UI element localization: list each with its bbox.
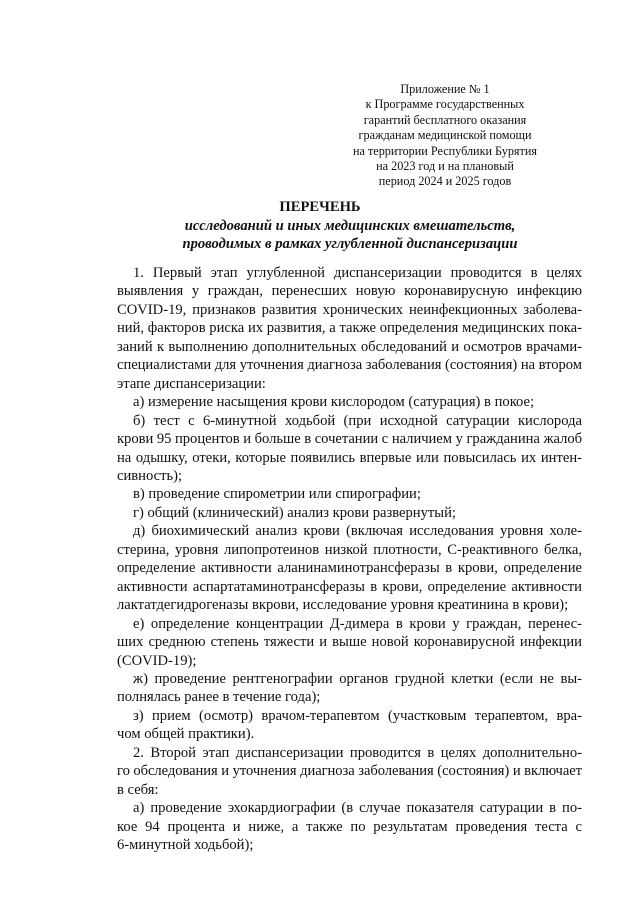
body-line: б) тест с 6-минутной ходьбой (при исходной сатурации кислорода bbox=[133, 412, 582, 429]
body-line: стерина, уровня липопротеинов низкой плотности, С-реактивного белка, bbox=[117, 541, 582, 558]
appendix-line: к Программе государственных bbox=[365, 97, 525, 112]
body-line: а) проведение эхокардиографии (в случае показателя сатурации в по- bbox=[133, 800, 582, 817]
appendix-line: гражданам медицинской помощи bbox=[358, 128, 532, 143]
body-line: лактатдегидрогеназы вкрови, исследование уровня креатинина в крови); bbox=[117, 597, 569, 614]
body-line: з) прием (осмотр) врачом-терапевтом (участковым терапевтом, вра- bbox=[133, 707, 582, 724]
subtitle-line: проводимых в рамках углубленной диспансеризации bbox=[182, 236, 518, 252]
body-line: д) биохимический анализ крови (включая исследования уровня холе- bbox=[133, 523, 582, 540]
appendix-header bbox=[340, 82, 550, 190]
body-line: г) общий (клинический) анализ крови развернутый; bbox=[133, 504, 456, 521]
document-body bbox=[117, 264, 582, 855]
body-line: заний к выполнению дополнительных обследований и осмотров врачами- bbox=[117, 338, 582, 355]
body-line: чом общей практики). bbox=[117, 726, 255, 743]
appendix-line: период 2024 и 2025 годов bbox=[378, 174, 512, 189]
body-line: ших среднюю степень тяжести и выше новой коронавирусной инфекции bbox=[117, 634, 582, 651]
document-title: ПЕРЕЧЕНЬ bbox=[279, 199, 361, 215]
body-line: ний, факторов риска их развития, а также определения медицинских пока- bbox=[117, 320, 582, 337]
body-line: го обследования и уточнения диагноза заболевания (состояния) и включает bbox=[117, 763, 582, 780]
body-line: кое 94 процента и ниже, а также по результатам проведения теста с bbox=[117, 818, 582, 835]
appendix-line: гарантий бесплатного оказания bbox=[363, 112, 527, 127]
body-line: COVID-19, признаков развития хронических неинфекционных заболева- bbox=[117, 301, 582, 318]
appendix-line: на территории Республики Бурятия bbox=[353, 143, 537, 158]
body-line: е) определение концентрации Д-димера в крови у граждан, перенес- bbox=[133, 615, 582, 632]
body-line: полнялась ранее в течение года); bbox=[117, 689, 321, 706]
body-line: определение активности аланинаминотрансферазы в крови, определение bbox=[117, 560, 582, 577]
appendix-line: Приложение № 1 bbox=[400, 82, 490, 96]
body-line: крови 95 процентов и больше в сочетании с наличием у гражданина жалоб bbox=[117, 431, 582, 448]
body-line: выявления у граждан, перенесших новую коронавирусную инфекцию bbox=[117, 283, 582, 300]
body-line: (COVID-19); bbox=[117, 652, 197, 669]
body-line: сивность); bbox=[117, 467, 183, 484]
body-line: 6-минутной ходьбой); bbox=[117, 837, 254, 854]
body-line: специалистами для уточнения диагноза заболевания (состояния) на втором bbox=[117, 357, 582, 374]
body-line: 2. Второй этап диспансеризации проводится в целях дополнительно- bbox=[133, 744, 582, 761]
body-line: ж) проведение рентгенографии органов грудной клетки (если не вы- bbox=[133, 670, 582, 687]
body-line: 1. Первый этап углубленной диспансеризации проводится в целях bbox=[133, 265, 582, 281]
appendix-line: на 2023 год и на плановый bbox=[376, 159, 514, 174]
body-line: в) проведение спирометрии или спирографии; bbox=[133, 486, 421, 503]
body-line: в себя: bbox=[117, 781, 159, 798]
body-line: на одышку, отеки, которые появились впервые или повысилась их интен- bbox=[117, 449, 582, 466]
subtitle-line: исследований и иных медицинских вмешательств, bbox=[184, 218, 516, 234]
document-subtitle bbox=[150, 217, 550, 253]
body-line: активности аспартатаминотрансферазы в крови, определение активности bbox=[117, 578, 582, 595]
body-line: а) измерение насыщения крови кислородом (сатурация) в покое; bbox=[133, 394, 535, 411]
body-line: этапе диспансеризации: bbox=[117, 375, 266, 392]
